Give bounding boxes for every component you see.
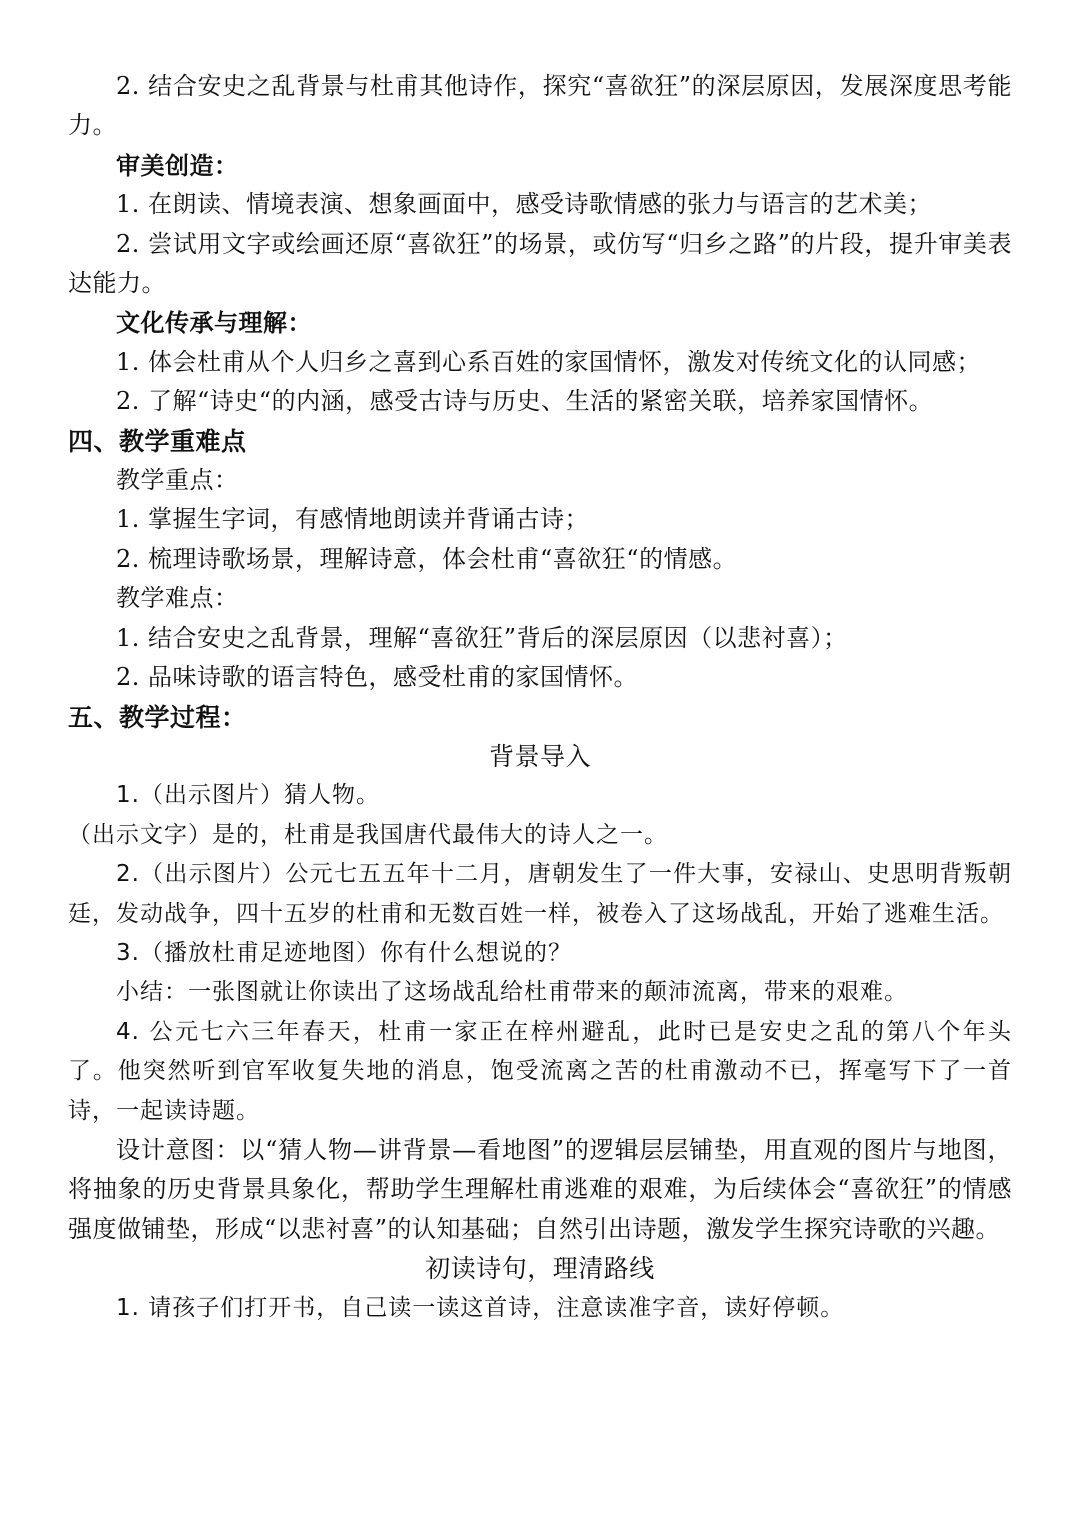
aesthetic-item-1: 1. 在朗读、情境表演、想象画面中，感受诗歌情感的张力与语言的艺术美； bbox=[116, 190, 933, 219]
step-4: 4. 公元七六三年春天，杜甫一家正在梓州避乱，此时已是安史之乱的第八个年头了。他突然听到官军收复失地的消息，饱受流离之苦的杜甫激动不已，挥毫写下了一首诗，一起读诗题。 bbox=[68, 1018, 1012, 1124]
step-3: 3.（播放杜甫足迹地图）你有什么想说的？ bbox=[116, 939, 572, 966]
difficulty-2: 2. 品味诗歌的语言特色，感受杜甫的家国情怀。 bbox=[116, 663, 639, 692]
difficulty-1: 1. 结合安史之乱背景，理解“喜欲狂”背后的深层原因（以悲衬喜）； bbox=[116, 623, 848, 652]
design-intent: 设计意图：以“猜人物—讲背景—看地图”的逻辑层层铺垫，用直观的图片与地图，将抽象的历史背景具象化，帮助学生理解杜甫逃难的艰难，为后续体会“喜欲狂”的情感强度做铺垫，形成“以悲衬喜”的认知基础；自然引出诗题，激发学生探究诗歌的兴趣。 bbox=[68, 1135, 1012, 1243]
aesthetic-subheading: 审美创造： bbox=[116, 150, 239, 180]
difficulty-subheading: 教学难点： bbox=[116, 584, 239, 613]
culture-item-2: 2. 了解“诗史“的内涵，感受古诗与历史、生活的紧密关联，培养家国情怀。 bbox=[116, 387, 934, 416]
culture-subheading: 文化传承与理解： bbox=[116, 308, 312, 338]
background-intro-title: 背景导入 bbox=[488, 741, 591, 771]
culture-item-1: 1. 体会杜甫从个人归乡之喜到心系百姓的家国情怀，激发对传统文化的认同感； bbox=[116, 347, 982, 376]
key-points-subheading: 教学重点： bbox=[116, 466, 239, 495]
key-point-1: 1. 掌握生字词，有感情地朗读并背诵古诗； bbox=[116, 505, 590, 534]
first-reading-step-1: 1. 请孩子们打开书，自己读一读这首诗，注意读准字音，读好停顿。 bbox=[116, 1294, 845, 1321]
objective-paragraph-2: 2. 结合安史之乱背景与杜甫其他诗作，探究“喜欲狂”的深层原因，发展深度思考能力。 bbox=[68, 72, 1012, 140]
step-2: 2.（出示图片）公元七五五年十二月，唐朝发生了一件大事，安禄山、史思明背叛朝廷，发动战争，四十五岁的杜甫和无数百姓一样，被卷入了这场战乱，开始了逃难生活。 bbox=[68, 861, 1012, 927]
aesthetic-item-2: 2. 尝试用文字或绘画还原“喜欲狂”的场景，或仿写“归乡之路”的片段，提升审美表达能力。 bbox=[68, 229, 1012, 298]
step-1-text: （出示文字）是的，杜甫是我国唐代最伟大的诗人之一。 bbox=[68, 821, 668, 848]
section-4-heading: 四、教学重难点 bbox=[68, 426, 247, 456]
key-point-2: 2. 梳理诗歌场景，理解诗意，体会杜甫“喜欲狂“的情感。 bbox=[116, 544, 738, 573]
step-1: 1.（出示图片）猜人物。 bbox=[116, 782, 380, 809]
section-5-heading: 五、教学过程： bbox=[68, 702, 247, 732]
first-reading-title: 初读诗句，理清路线 bbox=[425, 1254, 655, 1284]
summary: 小结：一张图就让你读出了这场战乱给杜甫带来的颠沛流离，带来的艰难。 bbox=[116, 979, 908, 1006]
